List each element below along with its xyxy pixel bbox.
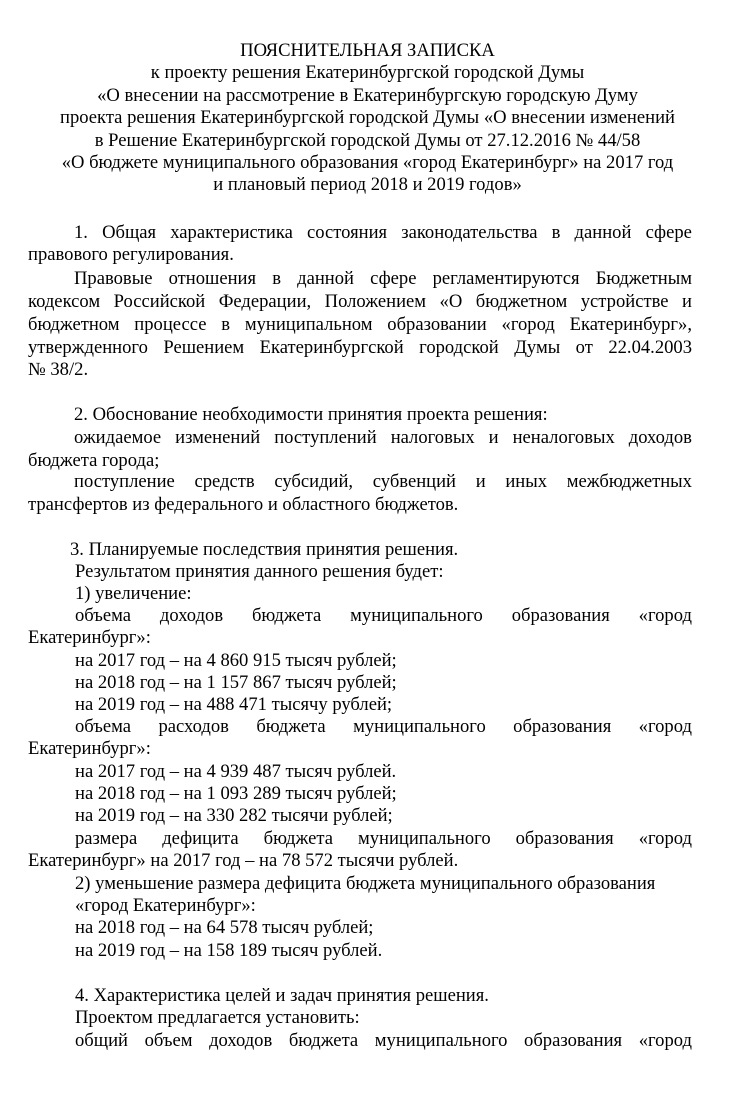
word: ожидаемое <box>74 427 162 448</box>
word: сфере <box>370 268 417 289</box>
word: общий <box>75 1030 128 1051</box>
header-line: к проекту решения Екатеринбургской городской Думы <box>150 62 585 84</box>
income-item: на 2019 год – на 488 471 тысячу рублей; <box>75 694 393 715</box>
section-3-text <box>75 605 692 627</box>
expense-item: на 2018 год – на 1 093 289 тысяч рублей; <box>75 783 397 804</box>
word: сфере <box>645 222 692 243</box>
word: отношения <box>168 268 257 289</box>
word: данной <box>297 268 354 289</box>
word: поступлений <box>274 427 377 448</box>
section-1-para-line: № 38/2. <box>28 359 89 380</box>
word: Екатеринбург», <box>569 314 692 335</box>
word: «О <box>439 291 463 312</box>
word: образовании <box>387 314 487 335</box>
word: устройстве <box>580 291 669 312</box>
word: и <box>681 291 692 312</box>
section-3-text: 1) увеличение: <box>75 583 192 604</box>
word: регламентируются <box>432 268 580 289</box>
section-2-heading: 2. Обоснование необходимости принятия проекта решения: <box>74 404 548 425</box>
word: неналоговых <box>512 427 615 448</box>
word: Решением <box>163 337 245 358</box>
word: образования <box>515 828 614 849</box>
word: доходов <box>159 605 224 626</box>
word: Екатеринбургской <box>259 337 404 358</box>
header-line: «О внесении на рассмотрение в Екатеринбургскую городскую Думу <box>97 84 638 106</box>
word: бюджетном <box>28 314 120 335</box>
word: субсидий, <box>274 471 354 492</box>
income-item: на 2017 год – на 4 860 915 тысяч рублей; <box>75 650 397 671</box>
word: Российской <box>113 291 206 312</box>
word: муниципальном <box>244 314 373 335</box>
section-1-para-line <box>28 314 692 336</box>
word: бюджета <box>251 605 322 626</box>
section-4-heading: 4. Характеристика целей и задач принятия решения. <box>75 985 489 1006</box>
header-line: проекта решения Екатеринбургской городской Думы «О внесении изменений <box>60 107 675 129</box>
word: Правовые <box>74 268 153 289</box>
section-3-text: «город Екатеринбург»: <box>75 895 256 916</box>
word: расходов <box>158 716 229 737</box>
section-1-heading <box>74 222 692 244</box>
word: в <box>272 268 281 289</box>
document-header <box>0 40 735 197</box>
header-line: «О бюджете муниципального образования «город Екатеринбург» на 2017 год <box>61 152 674 174</box>
word: Федерации, <box>218 291 312 312</box>
word: бюджета <box>263 828 333 849</box>
word: образования <box>524 1030 623 1051</box>
section-3-text: 2) уменьшение размера дефицита бюджета муниципального образования <box>75 873 656 894</box>
word: изменений <box>175 427 261 448</box>
word: Положением <box>324 291 427 312</box>
word: дефицита <box>162 828 239 849</box>
word: Общая <box>102 222 157 243</box>
word: субвенций <box>372 471 457 492</box>
word: Думы <box>514 337 561 358</box>
word: законодательства <box>401 222 538 243</box>
section-4-text: Проектом предлагается установить: <box>75 1007 360 1028</box>
word: доходов <box>209 1030 273 1051</box>
section-3-text: Екатеринбург»: <box>28 738 151 759</box>
word: 1. <box>74 222 88 243</box>
section-2-item-line: трансфертов из федерального и областного бюджетов. <box>28 494 459 515</box>
section-3-text: Результатом принятия данного решения будет: <box>75 561 444 582</box>
word: и <box>488 427 499 448</box>
section-3-text <box>75 828 692 850</box>
expense-item: на 2017 год – на 4 939 487 тысяч рублей. <box>75 761 397 782</box>
word: характеристика <box>170 222 293 243</box>
word: иных <box>505 471 548 492</box>
section-3-text: Екатеринбург»: <box>28 627 151 648</box>
word: объем <box>144 1030 193 1051</box>
section-3-heading: 3. Планируемые последствия принятия решения. <box>70 539 459 560</box>
section-2-item-line: бюджета города; <box>28 450 160 471</box>
word: состояния <box>307 222 388 243</box>
word: «город <box>638 716 692 737</box>
word: поступление <box>74 471 175 492</box>
section-1-para-line <box>28 337 692 359</box>
word: Бюджетным <box>595 268 692 289</box>
word: образования <box>513 716 612 737</box>
word: бюджета <box>288 1030 359 1051</box>
word: образования <box>511 605 610 626</box>
word: объема <box>75 716 132 737</box>
word: «город <box>501 314 555 335</box>
word: муниципального <box>374 1030 508 1051</box>
word: бюджета <box>256 716 326 737</box>
word: данной <box>574 222 632 243</box>
word: процессе <box>134 314 207 335</box>
word: кодексом <box>28 291 101 312</box>
word: налоговых <box>390 427 475 448</box>
section-1-para-line <box>28 291 692 313</box>
word: средств <box>194 471 255 492</box>
section-3-text: Екатеринбург» на 2017 год – на 78 572 тысячи рублей. <box>28 850 459 871</box>
section-1-heading-cont: правового регулирования. <box>28 244 234 265</box>
word: утвержденного <box>28 337 148 358</box>
word: и <box>475 471 486 492</box>
decrease-item: на 2018 год – на 64 578 тысяч рублей; <box>75 917 374 938</box>
word: доходов <box>628 427 692 448</box>
header-line: в Решение Екатеринбургской городской Думы от 27.12.2016 № 44/58 <box>94 129 641 151</box>
document-title: ПОЯСНИТЕЛЬНАЯ ЗАПИСКА <box>240 40 495 61</box>
expense-item: на 2019 год – на 330 282 тысячи рублей; <box>75 805 393 826</box>
section-4-text <box>75 1030 692 1052</box>
word: «город <box>638 828 692 849</box>
section-1-para-line <box>74 268 692 290</box>
word: «город <box>638 605 692 626</box>
word: муниципального <box>350 605 483 626</box>
income-item: на 2018 год – на 1 157 867 тысяч рублей; <box>75 672 397 693</box>
section-2-item-line <box>74 427 692 449</box>
word: муниципального <box>357 828 491 849</box>
word: межбюджетных <box>566 471 692 492</box>
section-2-item-line <box>74 471 692 493</box>
word: размера <box>75 828 138 849</box>
word: 22.04.2003 <box>608 337 692 358</box>
word: в <box>551 222 561 243</box>
word: от <box>575 337 593 358</box>
word: в <box>221 314 231 335</box>
word: городской <box>419 337 499 358</box>
decrease-item: на 2019 год – на 158 189 тысяч рублей. <box>75 940 383 961</box>
word: «город <box>638 1030 692 1051</box>
word: объема <box>75 605 132 626</box>
section-3-text <box>75 716 692 738</box>
header-line: и плановый период 2018 и 2019 годов» <box>213 174 522 196</box>
word: бюджетном <box>475 291 568 312</box>
word: муниципального <box>353 716 486 737</box>
